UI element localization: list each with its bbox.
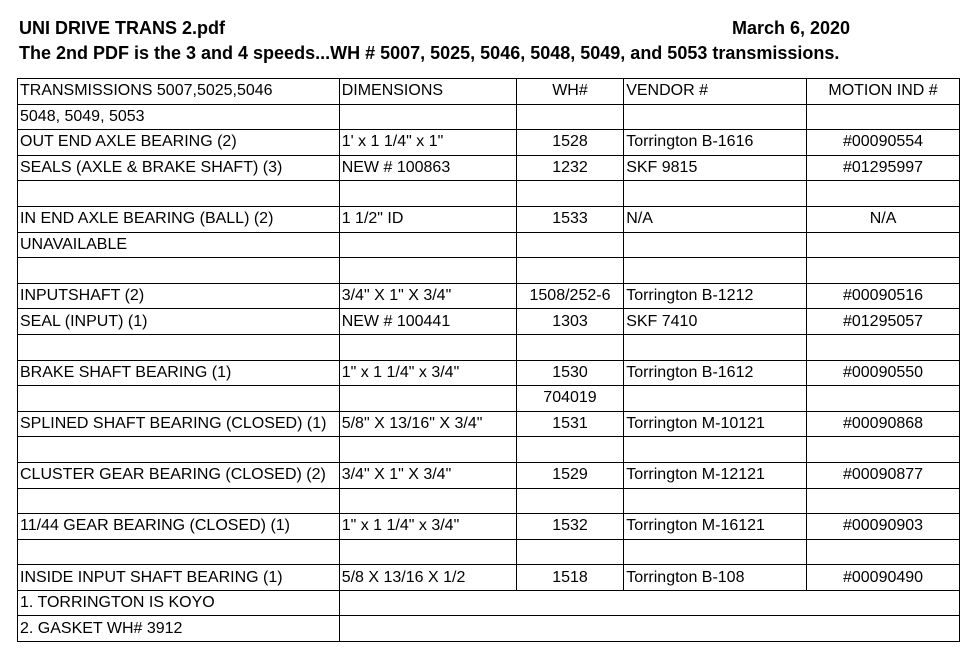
wh-cell	[516, 334, 623, 360]
vendor-cell: Torrington M-12121	[624, 462, 807, 488]
header-row	[18, 79, 960, 105]
table-row	[18, 488, 960, 514]
vendor-cell: Torrington B-1212	[624, 283, 807, 309]
motion-ind-cell	[807, 539, 960, 565]
footnote-row	[18, 616, 960, 642]
item-cell	[18, 386, 340, 412]
vendor-cell	[624, 181, 807, 207]
wh-cell	[516, 232, 623, 258]
item-cell: 11/44 GEAR BEARING (CLOSED) (1)	[18, 514, 340, 540]
dimensions-cell: 1" x 1 1/4" x 3/4"	[339, 514, 516, 540]
motion-ind-cell: N/A	[807, 206, 960, 232]
footnote: 2. GASKET WH# 3912	[18, 616, 340, 642]
table-row	[18, 565, 960, 591]
table-row	[18, 181, 960, 207]
wh-cell	[516, 437, 623, 463]
table-row	[18, 309, 960, 335]
item-cell: OUT END AXLE BEARING (2)	[18, 130, 340, 156]
footnote-row	[18, 590, 960, 616]
footnote-blank	[339, 616, 959, 642]
item-cell: IN END AXLE BEARING (BALL) (2)	[18, 206, 340, 232]
wh-cell: 1518	[516, 565, 623, 591]
wh-cell	[516, 104, 623, 130]
dimensions-cell	[339, 334, 516, 360]
item-cell: SPLINED SHAFT BEARING (CLOSED) (1)	[18, 411, 340, 437]
table-row	[18, 462, 960, 488]
item-cell: INPUTSHAFT (2)	[18, 283, 340, 309]
vendor-cell: Torrington B-1616	[624, 130, 807, 156]
dimensions-cell: 3/4" X 1" X 3/4"	[339, 283, 516, 309]
dimensions-cell	[339, 488, 516, 514]
wh-cell: 1531	[516, 411, 623, 437]
motion-ind-cell	[807, 181, 960, 207]
table-row	[18, 232, 960, 258]
motion-ind-cell: #01295057	[807, 309, 960, 335]
vendor-cell	[624, 334, 807, 360]
motion-ind-cell: #00090903	[807, 514, 960, 540]
footnote-blank	[339, 590, 959, 616]
table-row	[18, 411, 960, 437]
vendor-cell	[624, 104, 807, 130]
motion-ind-cell: #00090490	[807, 565, 960, 591]
vendor-cell	[624, 437, 807, 463]
table-row	[18, 539, 960, 565]
motion-ind-cell	[807, 258, 960, 284]
table-row	[18, 258, 960, 284]
document-subtitle: The 2nd PDF is the 3 and 4 speeds...WH # 5007, 5025, 5046, 5048, 5049, and 5053 transmissions.	[19, 43, 840, 63]
item-cell: SEAL (INPUT) (1)	[18, 309, 340, 335]
dimensions-cell: 3/4" X 1" X 3/4"	[339, 462, 516, 488]
vendor-cell	[624, 258, 807, 284]
header-vendor: VENDOR #	[624, 79, 807, 105]
motion-ind-cell: #00090554	[807, 130, 960, 156]
dimensions-cell	[339, 437, 516, 463]
vendor-cell: Torrington B-108	[624, 565, 807, 591]
vendor-cell	[624, 232, 807, 258]
dimensions-cell: 5/8 X 13/16 X 1/2	[339, 565, 516, 591]
motion-ind-cell: #00090516	[807, 283, 960, 309]
dimensions-cell	[339, 386, 516, 412]
motion-ind-cell: #00090877	[807, 462, 960, 488]
item-cell	[18, 258, 340, 284]
table-row	[18, 104, 960, 130]
vendor-cell	[624, 488, 807, 514]
table-row	[18, 386, 960, 412]
item-cell: 5048, 5049, 5053	[18, 104, 340, 130]
motion-ind-cell	[807, 334, 960, 360]
table-row	[18, 206, 960, 232]
header-wh: WH#	[516, 79, 623, 105]
vendor-cell	[624, 539, 807, 565]
parts-table-body	[18, 79, 960, 642]
item-cell: INSIDE INPUT SHAFT BEARING (1)	[18, 565, 340, 591]
table-row	[18, 130, 960, 156]
table-row	[18, 155, 960, 181]
vendor-cell: Torrington B-1612	[624, 360, 807, 386]
vendor-cell: Torrington M-10121	[624, 411, 807, 437]
header-transmissions: TRANSMISSIONS 5007,5025,5046	[18, 79, 340, 105]
vendor-cell: N/A	[624, 206, 807, 232]
motion-ind-cell	[807, 386, 960, 412]
motion-ind-cell	[807, 437, 960, 463]
vendor-cell	[624, 386, 807, 412]
item-cell: BRAKE SHAFT BEARING (1)	[18, 360, 340, 386]
dimensions-cell: NEW # 100441	[339, 309, 516, 335]
table-row	[18, 360, 960, 386]
motion-ind-cell	[807, 488, 960, 514]
vendor-cell: SKF 9815	[624, 155, 807, 181]
motion-ind-cell: #01295997	[807, 155, 960, 181]
motion-ind-cell: #00090550	[807, 360, 960, 386]
motion-ind-cell	[807, 104, 960, 130]
footnote: 1. TORRINGTON IS KOYO	[18, 590, 340, 616]
dimensions-cell: 1' x 1 1/4" x 1"	[339, 130, 516, 156]
header-dimensions: DIMENSIONS	[339, 79, 516, 105]
wh-cell: 1533	[516, 206, 623, 232]
dimensions-cell: 1 1/2" ID	[339, 206, 516, 232]
wh-cell: 704019	[516, 386, 623, 412]
table-row	[18, 437, 960, 463]
table-row	[18, 283, 960, 309]
wh-cell: 1530	[516, 360, 623, 386]
wh-cell: 1232	[516, 155, 623, 181]
dimensions-cell: 1" x 1 1/4" x 3/4"	[339, 360, 516, 386]
dimensions-cell	[339, 104, 516, 130]
wh-cell: 1508/252-6	[516, 283, 623, 309]
wh-cell: 1528	[516, 130, 623, 156]
parts-table	[17, 78, 960, 642]
wh-cell: 1529	[516, 462, 623, 488]
dimensions-cell	[339, 232, 516, 258]
item-cell: UNAVAILABLE	[18, 232, 340, 258]
wh-cell	[516, 488, 623, 514]
motion-ind-cell: #00090868	[807, 411, 960, 437]
dimensions-cell	[339, 258, 516, 284]
vendor-cell: SKF 7410	[624, 309, 807, 335]
document-date: March 6, 2020	[732, 18, 851, 38]
item-cell: CLUSTER GEAR BEARING (CLOSED) (2)	[18, 462, 340, 488]
header-motion-ind: MOTION IND #	[807, 79, 960, 105]
item-cell: SEALS (AXLE & BRAKE SHAFT) (3)	[18, 155, 340, 181]
document-filename: UNI DRIVE TRANS 2.pdf	[19, 18, 226, 38]
wh-cell: 1303	[516, 309, 623, 335]
dimensions-cell	[339, 539, 516, 565]
vendor-cell: Torrington M-16121	[624, 514, 807, 540]
item-cell	[18, 437, 340, 463]
item-cell	[18, 488, 340, 514]
table-row	[18, 514, 960, 540]
motion-ind-cell	[807, 232, 960, 258]
wh-cell	[516, 539, 623, 565]
table-row	[18, 334, 960, 360]
item-cell	[18, 334, 340, 360]
wh-cell: 1532	[516, 514, 623, 540]
dimensions-cell: NEW # 100863	[339, 155, 516, 181]
wh-cell	[516, 181, 623, 207]
item-cell	[18, 539, 340, 565]
dimensions-cell: 5/8" X 13/16" X 3/4"	[339, 411, 516, 437]
wh-cell	[516, 258, 623, 284]
dimensions-cell	[339, 181, 516, 207]
item-cell	[18, 181, 340, 207]
